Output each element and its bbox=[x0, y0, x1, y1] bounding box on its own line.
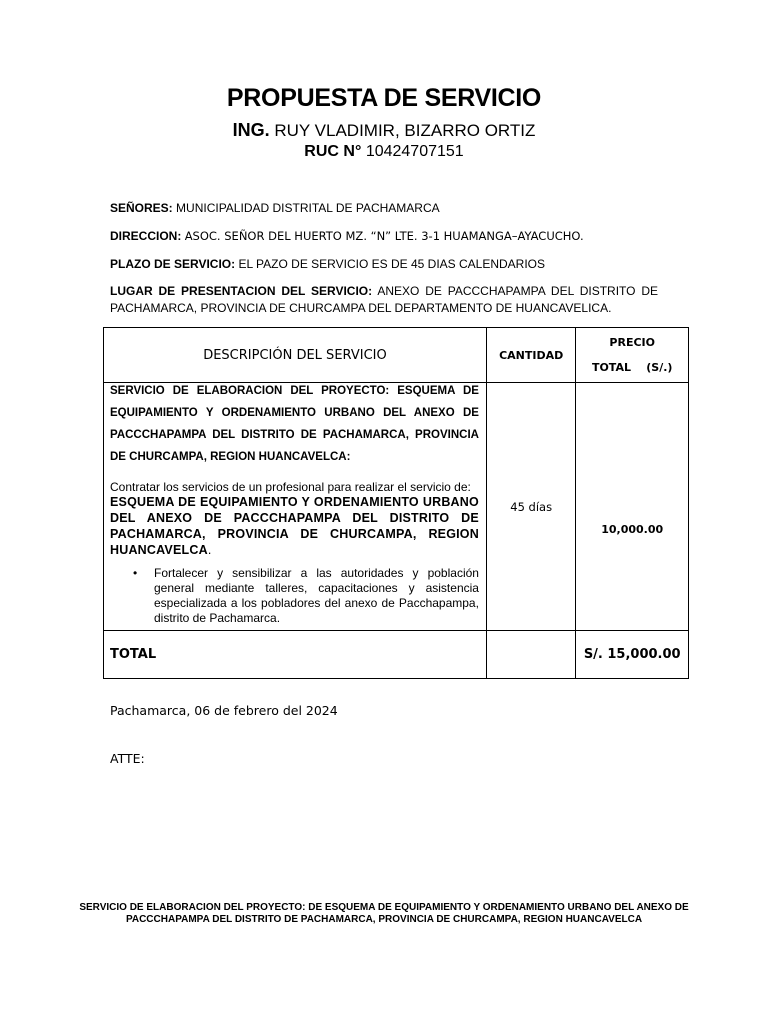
description-cell bbox=[104, 383, 487, 631]
contract-scope-text: ESQUEMA DE EQUIPAMIENTO Y ORDENAMIENTO URBANO DEL ANEXO DE PACCCHAPAMPA DEL DISTRITO DE PACHAMARCA, PROVINCIA DE CHURCAMPA, REGION HUANCAVELCA bbox=[110, 495, 479, 557]
date-line: Pachamarca, 06 de febrero del 2024 bbox=[110, 703, 338, 718]
engineer-name: RUY VLADIMIR, BIZARRO ORTIZ bbox=[274, 121, 536, 140]
engineer-line bbox=[0, 120, 768, 141]
contract-paragraph bbox=[110, 480, 479, 558]
header-price-line2: TOTAL (S/.) bbox=[591, 361, 673, 374]
lugar-label: LUGAR DE PRESENTACION DEL SERVICIO: bbox=[110, 284, 373, 298]
project-title: SERVICIO DE ELABORACION DEL PROYECTO: ESQUEMA DE EQUIPAMIENTO Y ORDENAMIENTO URBANO DEL ANEXO DE PACCCHAPAMPA DEL DISTRITO DE PACHAMARCA, PROVINCIA DE CHURCAMPA, REGION HUANCAVELCA: bbox=[110, 385, 479, 463]
plazo-label: PLAZO DE SERVICIO: bbox=[110, 257, 236, 271]
table-header-row bbox=[104, 328, 689, 383]
total-value: S/. 15,000.00 bbox=[576, 631, 689, 679]
plazo-value: EL PAZO DE SERVICIO ES DE 45 DIAS CALENDARIOS bbox=[238, 257, 546, 271]
header-price-line1: PRECIO bbox=[609, 336, 655, 349]
atte-line: ATTE: bbox=[110, 751, 145, 766]
header-price bbox=[576, 328, 689, 383]
ruc-number: 10424707151 bbox=[365, 143, 464, 160]
page-footer bbox=[60, 902, 708, 926]
list-item bbox=[133, 566, 479, 626]
direccion-label: DIRECCION: bbox=[110, 229, 182, 243]
direccion-line bbox=[110, 228, 658, 245]
header-description: DESCRIPCIÓN DEL SERVICIO bbox=[104, 328, 487, 383]
lugar-paragraph bbox=[110, 283, 658, 317]
ruc-label: RUC N° bbox=[304, 143, 362, 160]
quantity-cell: 45 días bbox=[486, 383, 575, 631]
objectives-list bbox=[110, 566, 479, 626]
total-row bbox=[104, 631, 689, 679]
senores-value: MUNICIPALIDAD DISTRITAL DE PACHAMARCA bbox=[176, 201, 440, 215]
contract-scope bbox=[110, 494, 479, 558]
direccion-value: ASOC. SEÑOR DEL HUERTO MZ. “N” LTE. 3-1 HUAMANGA–AYACUCHO. bbox=[184, 229, 584, 243]
page-title: PROPUESTA DE SERVICIO bbox=[226, 84, 542, 112]
contract-end: . bbox=[207, 543, 212, 557]
engineer-prefix: ING. bbox=[232, 120, 270, 140]
contract-intro: Contratar los servicios de un profesional para realizar el servicio de: bbox=[110, 480, 471, 494]
service-table bbox=[103, 327, 689, 679]
total-quantity-cell bbox=[486, 631, 575, 679]
lugar-value: ANEXO DE PACCCHAPAMPA DEL DISTRITO DE PACHAMARCA, PROVINCIA DE CHURCAMPA DEL DEPARTAMENTO DE HUANCAVELICA. bbox=[110, 284, 658, 315]
senores-label: SEÑORES: bbox=[110, 201, 173, 215]
senores-line bbox=[110, 200, 658, 217]
total-label: TOTAL bbox=[104, 631, 487, 679]
header-quantity: CANTIDAD bbox=[486, 328, 575, 383]
footer-line-2: PACCCHAPAMPA DEL DISTRITO DE PACHAMARCA, PROVINCIA DE CHURCAMPA, REGION HUANCAVELCA bbox=[125, 914, 643, 925]
bullet-icon: • bbox=[133, 566, 138, 580]
list-item-text: Fortalecer y sensibilizar a las autoridades y población general mediante talleres, capacitaciones y asistencia especializada a los pobladores del anexo de Pacchapampa, distrito de Pachamarca. bbox=[154, 566, 479, 625]
table-row bbox=[104, 383, 689, 631]
price-cell: 10,000.00 bbox=[576, 383, 689, 631]
footer-line-1: SERVICIO DE ELABORACION DEL PROYECTO: DE ESQUEMA DE EQUIPAMIENTO Y ORDENAMIENTO URBANO DEL ANEXO DE bbox=[79, 902, 689, 913]
ruc-line bbox=[0, 143, 768, 161]
plazo-line bbox=[110, 256, 658, 273]
